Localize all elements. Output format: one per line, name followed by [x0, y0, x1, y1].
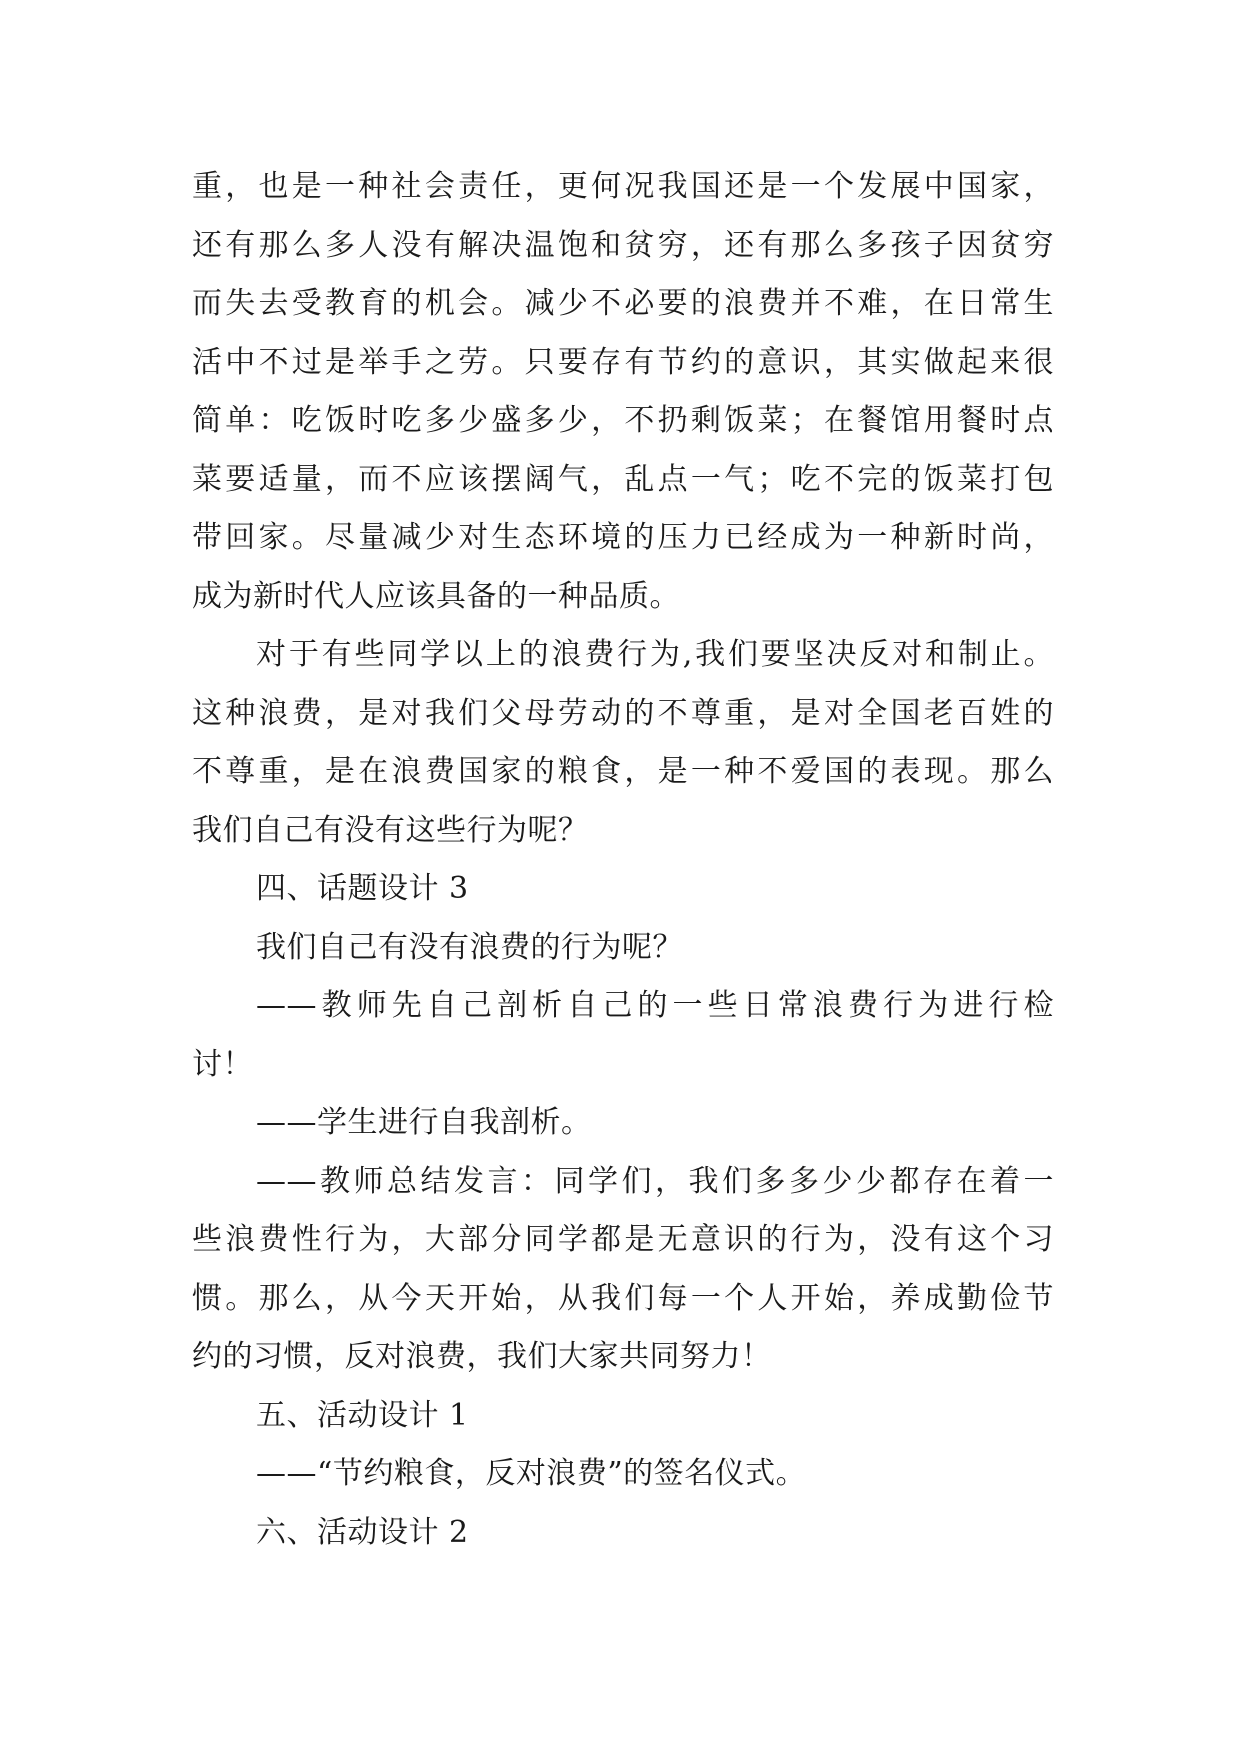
text-line: 简单：吃饭时吃多少盛多少，不扔剩饭菜；在餐馆用餐时点	[192, 403, 1054, 438]
text-line: 惯。那么，从今天开始，从我们每一个人开始，养成勤俭节	[192, 1280, 1054, 1316]
text-line: 讨！	[192, 1046, 253, 1082]
text-line: 这种浪费，是对我们父母劳动的不尊重，是对全国老百姓的	[192, 695, 1054, 731]
topic-3-question: 我们自己有没有浪费的行为呢？	[256, 929, 683, 965]
text-line: 重，也是一种社会责任，更何况我国还是一个发展中国家，	[192, 169, 1054, 204]
text-line: 带回家。尽量减少对生态环境的压力已经成为一种新时尚，	[192, 520, 1054, 555]
text-line: 还有那么多人没有解决温饱和贫穷，还有那么多孩子因贫穷	[192, 227, 1054, 263]
paragraph-teacher-summary	[192, 1153, 1054, 1387]
text-line: 不尊重，是在浪费国家的粮食，是一种不爱国的表现。那么	[192, 754, 1054, 789]
text-line: 而失去受教育的机会。减少不必要的浪费并不难，在日常生	[192, 286, 1054, 321]
student-review: ——学生进行自我剖析。	[256, 1105, 592, 1140]
text-line: 活中不过是举手之劳。只要存有节约的意识，其实做起来很	[192, 344, 1054, 380]
section-heading-topic-3: 四、话题设计 3	[256, 871, 469, 906]
text-line: 对于有些同学以上的浪费行为,我们要坚决反对和制止。	[256, 637, 1054, 672]
text-line: ——教师先自己剖析自己的一些日常浪费行为进行检	[256, 988, 1054, 1023]
text-line: 些浪费性行为，大部分同学都是无意识的行为，没有这个习	[192, 1222, 1054, 1257]
text-line: ——教师总结发言：同学们，我们多多少少都存在着一	[256, 1163, 1054, 1199]
document-body	[192, 158, 1054, 1562]
text-line: 成为新时代人应该具备的一种品质。	[192, 578, 680, 614]
paragraph-teacher-review	[192, 977, 1054, 1094]
text-line: 约的习惯，反对浪费，我们大家共同努力！	[192, 1339, 772, 1374]
section-heading-activity-1: 五、活动设计 1	[256, 1397, 469, 1433]
text-line: 菜要适量，而不应该摆阔气，乱点一气；吃不完的饭菜打包	[192, 461, 1054, 497]
paragraph-oppose-waste	[192, 626, 1054, 860]
section-heading-activity-2: 六、活动设计 2	[256, 1514, 469, 1550]
activity-1-text: ——“节约粮食，反对浪费”的签名仪式。	[256, 1456, 807, 1491]
text-line: 我们自己有没有这些行为呢？	[192, 812, 589, 848]
paragraph-waste-responsibility	[192, 158, 1054, 626]
